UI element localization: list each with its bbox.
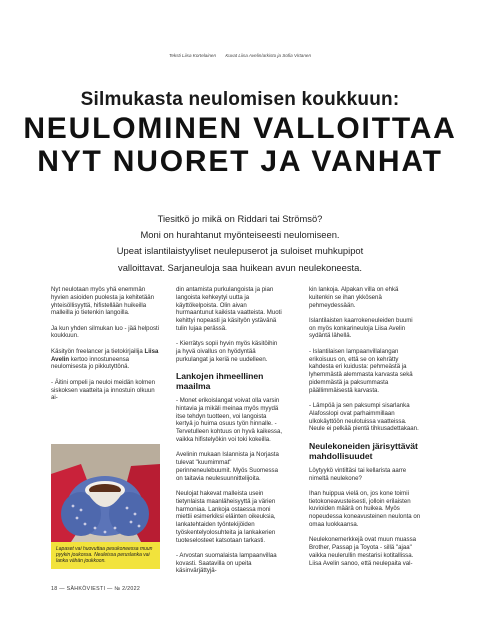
paragraph: Nyt neulotaan myös yhä enemmän hyvien asioiden puolesta ja kehitetään yhteisöllisyyttä, hifistellään huikeilla malleilla jo tietenkin langoilla. — [51, 286, 154, 317]
paragraph: - Lämpöä ja sen paksumpi sisarlanka Alafosslopi ovat parhaimmillaan ulkokäyttöön neulotuissa vaatteissa. Neule ei pelkää pientä tihkusadettakaan. — [309, 402, 419, 433]
lede-line-2: Moni on hurahtanut myönteiseesti neulomiseen. — [140, 229, 340, 241]
lede — [40, 211, 440, 276]
column-2 — [176, 286, 283, 583]
paragraph: Neulekonemerkkejä ovat muun muassa Brother, Passap ja Toyota - sillä "ajaa" vaikka neulerullin mestarisi kotitallissa. Liisa Avelin sanoo, että neulepaita val- — [309, 536, 417, 567]
column-1 — [51, 286, 160, 410]
person-name: Liisa Avelin — [51, 347, 159, 363]
paragraph-text: kertoo innostuneensa neulomisesta jo pikkutyttönä. — [51, 355, 130, 371]
column-3 — [309, 286, 421, 575]
paragraph: Löytyykö vintiltäsi tai kellarista aarre nimeltä neulekone? — [309, 466, 407, 482]
paragraph: Ihan huippua vielä on, jos kone toimii tietokoneavusteisesti, jolloin erilaisten kuvioiden määrä on huikea. Myös nopeudessa koneavusteinen neulonta on omaa luokkaansa. — [309, 489, 421, 528]
paragraph-text: Käsityön freelancer ja tietokirjailija — [51, 347, 145, 355]
headline-line-2: NYT NUORET JA VANHAT — [37, 145, 443, 178]
text-credit: Teksti Liisa Kortelainen — [168, 53, 217, 58]
paragraph: - Monet erikoislangat voivat olla varsin hintavia ja mikäli meinaa myös myydä itse tehdyn tuotteen, voi langoista kertyä jo huima osuus työn hinnalle. - Tervetulleen kohtuus on hyvä kaikessa, vaikka hifistelyökin voi toki kokeilla. — [176, 397, 283, 443]
photo-credit: Kuvat Liisa Avelin/arkisto ja Sofia Virtanen — [225, 53, 312, 58]
subheading: Neulekoneiden järisyttävät mahdollisuudet — [309, 440, 418, 461]
mittens-photo — [51, 444, 160, 569]
paragraph: - Äitini ompeli ja neuloi meidän kolmen siskoksen vaatteita ja innostuin olkuun ai- — [51, 378, 155, 402]
page-footer: 18 — SÄHKÖVIESTI — № 2/2022 — [51, 586, 141, 592]
paragraph: din antamista purkulangoista ja pian langoista kehkeytyi uutta ja käyttökelpoista. Olin aivan hurmaantunut kaikista vaatteista. Muoti kehittyi nopeasti ja käsityön ystävänä tulin lujaa perässä. — [176, 286, 282, 332]
paragraph: Islantilaisten kaarrokeneuleiden buumi on myös konkarineuloja Liisa Avelin sydäntä lähellä. — [309, 316, 413, 340]
credits-line — [0, 53, 480, 58]
lede-line-3: Upeat islantilaistyyliset neulepuserot ja suloiset muhkupipot — [116, 245, 364, 257]
headline-line-1: NEULOMINEN VALLOITTAA — [23, 112, 457, 145]
paragraph: Avelinin mukaan Islannista ja Norjasta tulevat "kuumimmat" perinneneulebuumit. Myös Suomessa on taitavia neulesuunnittelijoita. — [176, 451, 279, 482]
paragraph: - Islantilaisen lampaanvillalangan erikoisuus on, että se on kehrätty kahdesta eri kuidusta: pehmeästä ja lyhemmästä alemmasta karvasta sekä pidemmästä ja paksummasta päällimmäisestä karvasta. — [309, 347, 413, 394]
lede-line-1: Tiesitkö jo mikä on Riddari tai Strömsö? — [157, 213, 323, 224]
kicker-title: Silmukasta neulomisen koukkuun: — [80, 89, 400, 110]
photo-caption: Lapaset vai huovuttaa pesukoneessa muun pyykin joukossa. Neuleissa peruslanka vai lanka vähän joukkoon. — [51, 542, 160, 569]
paragraph: - Arvostan suomalaista lampaanvillaa kovasti. Saatavilla on upeita käsinvärjättyjä- — [176, 551, 277, 575]
subheading: Lankojen ihmeellinen maailma — [176, 371, 264, 392]
paragraph — [51, 348, 160, 371]
headline — [0, 112, 480, 178]
paragraph: kin lankoja. Alpakan villa on ehkä kuitenkin se ihan ykkösenä pehmeydessään. — [309, 286, 399, 309]
paragraph: - Kierrätys sopii hyvin myös käsitöihin ja hyvä oivallus on hyödyntää purkulangat ja keriä ne uudelleen. — [176, 340, 278, 363]
lede-line-4: valloittavat. Sarjaneuloja saa huikean avun neulekoneesta. — [118, 261, 362, 273]
paragraph: Neulojat hakevat malleista usein tietynlaista maanläheisyyttä ja värien harmoniaa. Lankoja ostaessa moni miettii esimerkiksi eläinten oikeuksia, lankatehtaiden työntekijöiden työskentelyolosuhteita ja lankakerien tuoteselosteet katsotaan tarkasti. — [176, 490, 276, 544]
paragraph: Ja kun yhden silmukan luo - jää helposti koukkuun. — [51, 324, 160, 340]
